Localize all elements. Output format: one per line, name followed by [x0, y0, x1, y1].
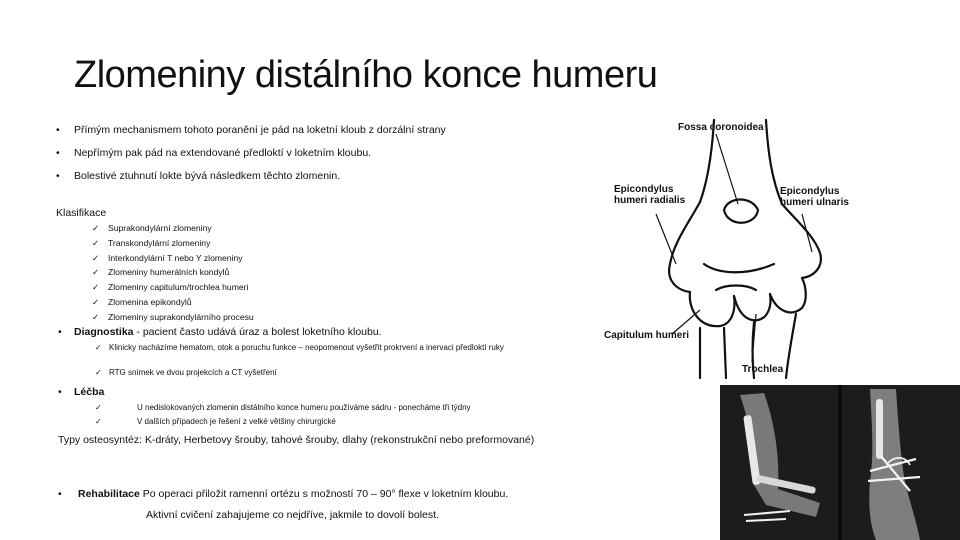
list-item [92, 312, 392, 327]
bullet-dot: • [58, 386, 62, 398]
label-epicondylus-ulnaris-line1: Epicondylus [780, 186, 840, 197]
list-item [92, 282, 392, 297]
bullet-item [56, 170, 616, 193]
bullet-text: Přímým mechanismem tohoto poranění je pád na loketní kloub z dorzální strany [74, 124, 446, 136]
bullet-item [56, 147, 616, 170]
diagnostika-sub-text: RTG snímek ve dvou projekcích a CT vyšetření [109, 368, 277, 377]
check-icon: ✓ [92, 252, 100, 263]
diagnostika-sub-text: Klinicky nacházíme hematom, otok a poruchu funkce – neopomenout vyšetřit prokrvení a inervaci předloktí ruky [109, 343, 504, 352]
list-item-text: Suprakondylární zlomeniny [108, 223, 212, 233]
label-epicondylus-ulnaris-line2: humeri ulnaris [780, 197, 849, 208]
aktivni-cviceni-text: Aktivní cvičení zahajujeme co nejdříve, jakmile to dovolí bolest. [146, 509, 439, 521]
label-epicondylus-ulnaris [780, 186, 849, 208]
diagnostika-label: Diagnostika [74, 326, 134, 338]
label-epicondylus-radialis-line1: Epicondylus [614, 184, 674, 195]
bullet-dot: • [58, 326, 62, 338]
check-icon: ✓ [95, 368, 102, 377]
lecba-sub-text: U nedislokovaných zlomenin distálního konce humeru používáme sádru - ponecháme tři týdny [137, 403, 471, 412]
intro-bullets [56, 124, 616, 193]
rehabilitace-label: Rehabilitace [78, 488, 140, 500]
list-item [92, 238, 392, 253]
label-epicondylus-radialis [614, 184, 685, 206]
check-icon: ✓ [95, 403, 102, 412]
list-item [92, 267, 392, 282]
klasifikace-heading: Klasifikace [56, 207, 107, 219]
list-item [92, 253, 392, 268]
bullet-dot: • [58, 488, 62, 500]
xray-image [720, 385, 960, 540]
bullet-dot: • [56, 147, 60, 159]
check-icon: ✓ [92, 267, 100, 278]
check-icon: ✓ [92, 296, 100, 307]
bullet-dot: • [56, 170, 60, 182]
bullet-text: Bolestivé ztuhnutí lokte bývá následkem těchto zlomenin. [74, 170, 341, 182]
lecba-sub-text: V dalších případech je řešení z velké většiny chirurgické [137, 417, 336, 426]
check-icon: ✓ [92, 311, 100, 322]
bullet-dot: • [56, 124, 60, 136]
check-icon: ✓ [92, 237, 100, 248]
check-icon: ✓ [95, 343, 102, 352]
slide-title: Zlomeniny distálního konce humeru [74, 54, 658, 96]
lecba-label: Léčba [74, 386, 105, 398]
diagnostika-text: - pacient často udává úraz a bolest loketního kloubu. [133, 326, 382, 338]
rehabilitace-text: Po operaci přiložit ramenní ortézu s možností 70 – 90° flexe v loketním kloubu. [139, 488, 509, 500]
list-item-text: Interkondylární T nebo Y zlomeniny [108, 252, 243, 263]
check-icon: ✓ [95, 417, 102, 426]
xray-picture-icon [720, 385, 960, 540]
humerus-diagram [596, 114, 862, 380]
label-epicondylus-radialis-line2: humeri radialis [614, 195, 686, 206]
list-item-text: Zlomeniny suprakondylárního procesu [108, 311, 254, 322]
bullet-item [56, 124, 616, 147]
check-icon: ✓ [92, 282, 100, 293]
bullet-text: Nepřímým pak pád na extendované předloktí v loketním kloubu. [74, 147, 372, 159]
list-item [92, 297, 392, 312]
label-trochlea: Trochlea [742, 364, 784, 375]
label-capitulum-humeri: Capitulum humeri [604, 330, 690, 341]
list-item-text: Transkondylární zlomeniny [108, 237, 211, 248]
list-item-text: Zlomeniny capitulum/trochlea humeri [108, 282, 249, 293]
osteosynteza-text: Typy osteosyntéz: K-dráty, Herbetovy šrouby, tahové šrouby, dlahy (rekonstrukční nebo preformované) [58, 434, 535, 446]
klasifikace-list [92, 223, 392, 327]
label-fossa-coronoidea: Fossa coronoidea [678, 122, 764, 133]
list-item [92, 223, 392, 238]
list-item-text: Zlomenina epikondylů [108, 296, 192, 307]
list-item-text: Zlomeniny humerálních kondylů [108, 267, 230, 278]
check-icon: ✓ [92, 223, 100, 233]
